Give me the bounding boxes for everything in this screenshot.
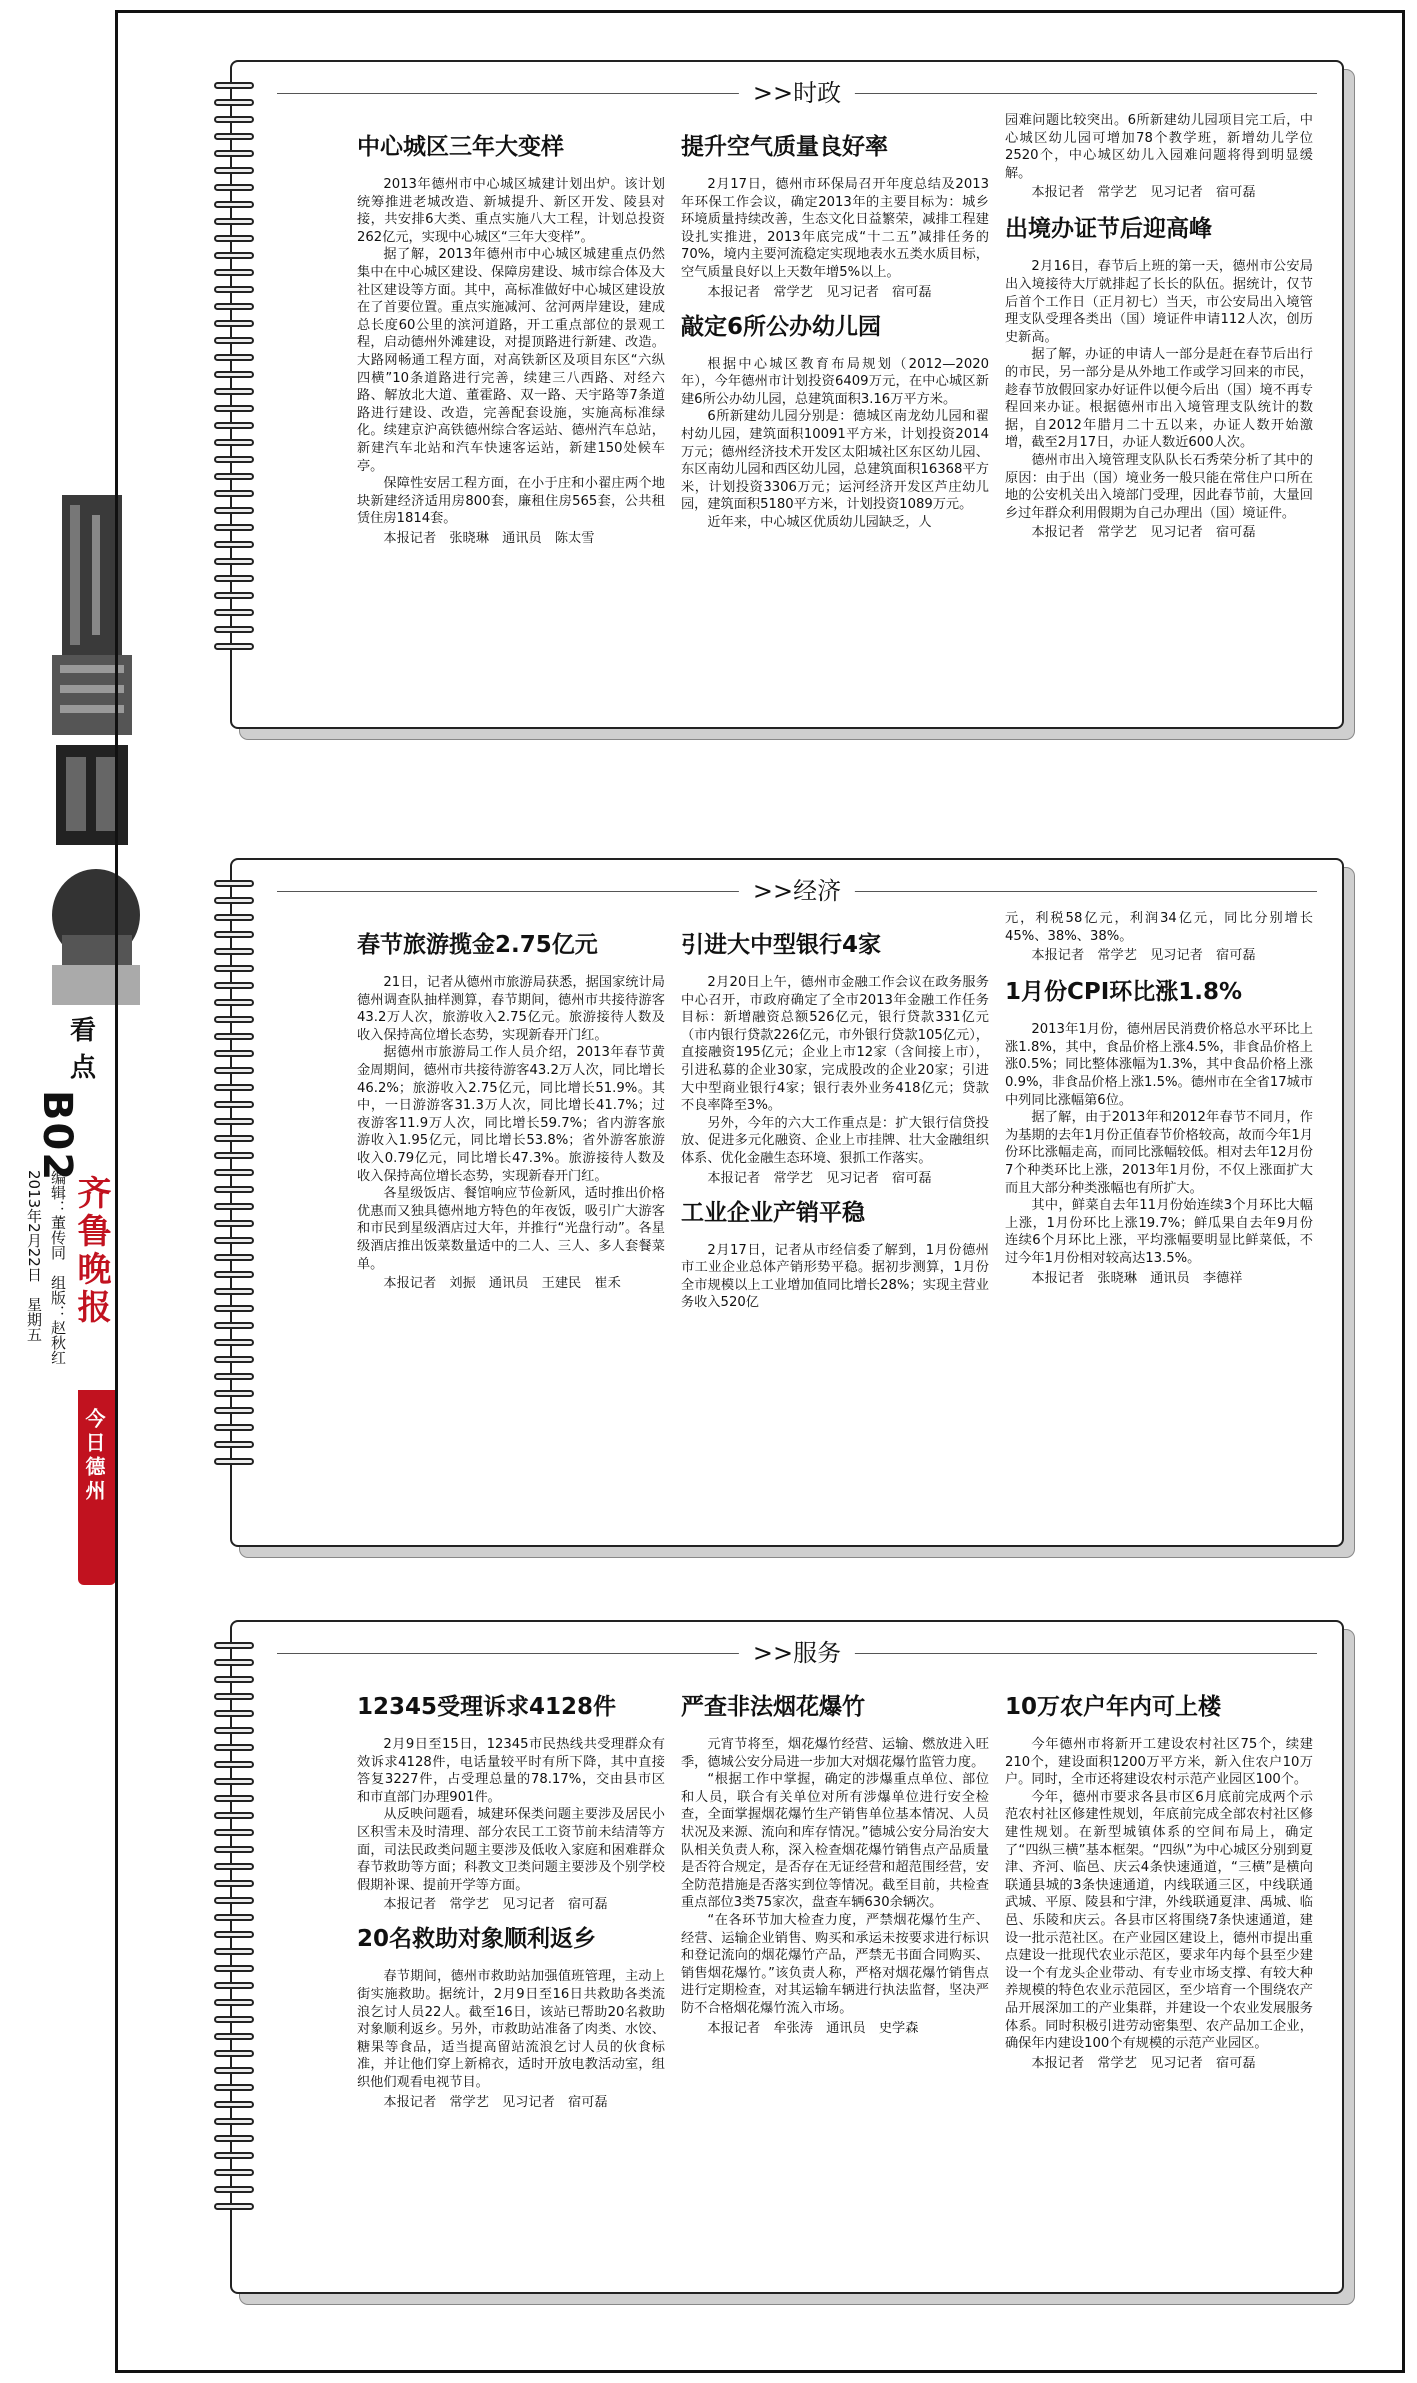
article-byline: 本报记者 常学艺 见习记者 宿可磊 [1031,525,1256,541]
article-title: 敲定6所公办幼儿园 [681,313,882,340]
article-title: 引进大中型银行4家 [681,932,882,958]
article-paragraph: 其中，鲜菜自去年11月份始连续3个月环比大幅上涨，1月份环比上涨19.7%；鲜瓜果自去年9月份连续6个月环比上涨，平均涨幅要明显比鲜菜低，不过今年1月份相对较高达13.5%。 [1005,1198,1313,1266]
article-paragraph: 今年德州市将新开工建设农村社区75个，续建210个，建设面积1200万平方米，新入住农户10万户。同时，全市还将建设农村示范产业园区100个。 [1005,1737,1313,1788]
column-label: 看点 [70,1016,99,1083]
section-panel-politics [230,60,1344,729]
article-paragraph: 各星级饭店、餐馆响应节俭新风，适时推出价格优惠而又独具德州地方特色的年夜饭，吸引广大游客和市民到星级酒店过大年，并推行“光盘行动”。各星级酒店推出饭菜数量适中的二人、三人、多人套餐菜单。 [357,1186,665,1272]
article-paragraph: 园难问题比较突出。6所新建幼儿园项目完工后，中心城区幼儿园可增加78个教学班，新增幼儿学位2520个，中心城区幼儿入园难问题将得到明显缓解。 [1005,113,1313,181]
article-title: 12345受理诉求4128件 [357,1694,617,1720]
article-byline: 本报记者 牟张涛 通讯员 史学森 [707,2020,919,2036]
article-paragraph: 2月17日，记者从市经信委了解到，1月份德州市工业企业总体产销形势平稳。据初步测算，1月份全市规模以上工业增加值同比增长28%；实现主营业务收入520亿 [681,1242,989,1311]
article-title: 工业企业产销平稳 [681,1199,865,1226]
section-header [277,878,1317,904]
article-title: 20名救助对象顺利返乡 [357,1926,597,1953]
article-paragraph: 另外，今年的六大工作重点是：扩大银行信贷投放、促进多元化融资、企业上市挂牌、壮大金融组织体系、优化金融生态环境、狠抓工作落实。 [681,1115,989,1166]
section-title: >>经济 [739,878,855,904]
article-paragraph: 2月20日上午，德州市金融工作会议在政务服务中心召开，市政府确定了全市2013年金融工作任务目标：新增融资总额526亿元，银行贷款331亿元（市内银行贷款226亿元，市外银行贷款105亿元），直接融资195亿元；企业上市12家（含间接上市），引进私募的企业30家，完成股改的企业20家；引进大中型商业银行4家；银行表外业务418亿元；贷款不良率降至3%。 [681,975,989,1114]
article-column [1005,113,1313,552]
edition-label: 今日德州 [82,1408,106,1504]
article-byline: 本报记者 刘振 通讯员 王建民 崔禾 [383,1276,621,1292]
article-title: 提升空气质量良好率 [681,134,888,160]
article-paragraph: 今年，德州市要求各县市区6月底前完成两个示范农村社区修建性规划，年底前完成全部农村社区修建性规划。在新型城镇体系的空间布局上，确定了“四纵三横”基本框架。“四纵”为中心城区分别到夏津、齐河、临邑、庆云4条快速通道，“三横”是横向联通县城的3条快速通道，内线联通三区，中线联通武城、平原、陵县和宁津，外线联通夏津、禹城、临邑、乐陵和庆云。各县市区将围绕7条快速通道，建设一批示范社区。在产业园区建设上，德州市提出重点建设一批现代农业示范区，要求年内每个县至少建设一个有龙头企业带动、有专业市场支撑、有较大种养规模的特色农业示范园区，至少培育一个围绕农产品开展深加工的产业集群，并建设一个农业发展服务体系。同时积极引进劳动密集型、农产品加工企业，确保年内建设100个有规模的示范产业园区。 [1005,1789,1313,2052]
article-title: 出境办证节后迎高峰 [1005,216,1212,243]
article-byline: 本报记者 张晓琳 通讯员 李德祥 [1031,1270,1243,1286]
article-paragraph: 元宵节将至，烟花爆竹经营、运输、燃放进入旺季，德城公安分局进一步加大对烟花爆竹监管力度。 [681,1737,989,1770]
article-paragraph: 据德州市旅游局工作人员介绍，2013年春节黄金周期间，德州市共接待游客43.2万人次，同比增长46.2%；旅游收入2.75亿元，同比增长51.9%。其中，一日游游客31.3万人次，同比增长41.7%；过夜游客11.9万人次，同比增长59.7%；省内游客旅游收入1.95亿元，同比增长53.8%；省外游客旅游收入0.79亿元，同比增长47.3%。旅游接待人数及收入保持高位增长态势，实现新春开门红。 [357,1045,665,1184]
article-paragraph: 根据中心城区教育布局规划（2012—2020年），今年德州市计划投资6409万元，在中心城区新建6所公办幼儿园，总建筑面积3.16万平方米。 [681,356,989,407]
article-paragraph: 近年来，中心城区优质幼儿园缺乏，人 [707,514,932,530]
article-byline: 本报记者 常学艺 见习记者 宿可磊 [383,1897,608,1913]
article-byline: 本报记者 张晓琳 通讯员 陈太雪 [383,530,595,546]
article-title: 春节旅游揽金2.75亿元 [357,932,598,958]
editor-credits: 编辑：董传同 组版：赵秋红 [49,1170,67,1365]
article-paragraph: 从反映问题看，城建环保类问题主要涉及居民小区积雪未及时清理、部分农民工工资节前未结清等方面，司法民政类问题主要涉及低收入家庭和困难群众春节救助等方面；科教文卫类问题主要涉及个别学校假期补课、提前开学等方面。 [357,1807,665,1893]
spiral-binding [214,1642,254,2220]
article-column [357,132,665,558]
article-paragraph: 据了解，办证的申请人一部分是赶在春节后出行的市民，另一部分是从外地工作或学习回来的市民，趁春节放假回家办好证件以便今后出（国）境不再专程回来办证。根据德州市出入境管理支队统计的数据，自2012年腊月二十五以来，办证人数开始激增，截至2月17日，办证人数近600人次。 [1005,347,1313,451]
spiral-binding [214,82,254,660]
article-title: 中心城区三年大变样 [357,134,564,160]
article-paragraph: 德州市出入境管理支队队长石秀荣分析了其中的原因：由于出（国）境业务一般只能在常住户口所在地的公安机关出入境部门受理，因此春节前，大量回乡过年群众利用假期为自己办理出（国）境证件。 [1005,452,1313,521]
article-column [1005,1692,1313,2083]
article-paragraph: 保障性安居工程方面，在小于庄和小翟庄两个地块新建经济适用房800套，廉租住房565套，公共租赁住房1814套。 [357,476,665,527]
article-paragraph: 2月9日至15日，12345市民热线共受理群众有效诉求4128件，电话量较平时有所下降，其中直接答复3227件，占受理总量的78.17%，交由县市区和市直部门办理901件。 [357,1737,665,1805]
article-column [1005,911,1313,1298]
article-byline: 本报记者 常学艺 见习记者 宿可磊 [1031,948,1256,964]
article-byline: 本报记者 常学艺 见习记者 宿可磊 [707,284,932,300]
article-byline: 本报记者 常学艺 见习记者 宿可磊 [707,1170,932,1186]
article-paragraph: 元，利税58亿元，利润34亿元，同比分别增长45%、38%、38%。 [1005,911,1313,944]
article-column [681,132,989,532]
section-header [277,80,1317,106]
article-paragraph: 据了解，由于2013年和2012年春节不同月，作为基期的去年1月份正值春节价格较高，故而今年1月份环比涨幅走高，而同比涨幅较低。相对去年12月份7个种类环比上涨，2013年1月份，不仅上涨面扩大而且大部分种类涨幅也有所扩大。 [1005,1110,1313,1196]
section-panel-services [230,1620,1344,2294]
article-byline: 本报记者 常学艺 见习记者 宿可磊 [1031,2055,1256,2071]
article-paragraph: “在各环节加大检查力度，严禁烟花爆竹生产、经营、运输企业销售、购买和承运未按要求进行标识和登记流向的烟花爆竹产品，严禁无书面合同购买、销售烟花爆竹。”该负责人称，严格对烟花爆竹销售点进行定期检查，对其运输车辆进行执法监督，坚决严防不合格烟花爆竹流入市场。 [681,1912,989,2016]
spiral-binding [214,880,254,1475]
article-paragraph: 2013年德州市中心城区城建计划出炉。该计划统筹推进老城改造、新城提升、新区开发、陵县对接，共安排6大类、重点实施八大工程，计划总投资262亿元，实现中心城区“三年大变样”。 [357,177,665,245]
article-paragraph: 2月17日，德州市环保局召开年度总结及2013年环保工作会议，确定2013年的主要目标为：城乡环境质量持续改善，生态文化日益繁荣，减排工程建设扎实推进，2013年底完成“十二五”减排任务的70%，境内主要河流稳定实现地表水五类水质目标，空气质量良好以上天数年增5%以上。 [681,177,989,280]
article-column [357,930,665,1303]
article-paragraph: 2月16日，春节后上班的第一天，德州市公安局出入境接待大厅就排起了长长的队伍。据统计，仅节后首个工作日（正月初七）当天，市公安局出入境管理支队受理各类出（国）境证件申请112人次，创历史新高。 [1005,259,1313,345]
section-panel-economy [230,858,1344,1547]
article-column [681,1692,989,2048]
article-byline: 本报记者 常学艺 见习记者 宿可磊 [383,2094,608,2110]
article-column [357,1692,665,2122]
article-title: 1月份CPI环比涨1.8% [1005,979,1243,1006]
article-title: 严查非法烟花爆竹 [681,1694,865,1720]
left-sidebar [0,0,115,2383]
article-paragraph: 6所新建幼儿园分别是：德城区南龙幼儿园和翟村幼儿园，建筑面积10091平方米，计划投资2014万元；德州经济技术开发区太阳城社区东区幼儿园、东区南幼儿园和西区幼儿园，总建筑面积16368平方米，计划投资3306万元；运河经济开发区芦庄幼儿园，建筑面积5180平方米，计划投资1089万元。 [681,409,989,513]
section-header [277,1640,1317,1666]
newspaper-name: 齐鲁晚报 [71,1175,111,1327]
article-paragraph: 21日，记者从德州市旅游局获悉，据国家统计局德州调查队抽样测算，春节期间，德州市共接待游客43.2万人次，旅游收入2.75亿元。旅游接待人数及收入保持高位增长态势，实现新春开门红。 [357,975,665,1043]
section-title: >>服务 [739,1640,855,1666]
article-column [681,930,989,1312]
article-paragraph: “根据工作中掌握，确定的涉爆重点单位、部位和人员，联合有关单位对所有涉爆单位进行安全检查，全面掌握烟花爆竹生产销售单位基本情况、人员状况及来源、流向和库存情况。”德城公安分局治安大队相关负责人称，深入检查烟花爆竹销售点产品质量是否符合规定，是否存在无证经营和超范围经营，安全防范措施是否落实到位等情况。截至目前，共检查重点部位3类75家次，盘查车辆630余辆次。 [681,1772,989,1911]
article-title: 10万农户年内可上楼 [1005,1694,1222,1720]
edition-tab [78,1390,116,1585]
article-paragraph: 2013年1月份，德州居民消费价格总水平环比上涨1.8%，其中，食品价格上涨4.5%，非食品价格上涨0.5%；同比整体涨幅为1.3%，其中食品价格上涨0.9%，非食品价格上涨1.5%。德州市在全省17城市中列同比涨幅第6位。 [1005,1022,1313,1108]
issue-date: 2013年2月22日 星期五 [25,1170,43,1342]
article-paragraph: 春节期间，德州市救助站加强值班管理，主动上街实施救助。据统计，2月9日至16日共救助各类流浪乞讨人员22人。截至16日，该站已帮助20名救助对象顺利返乡。另外，市救助站准备了肉类、水饺、糖果等食品，适当提高留站流浪乞讨人员的伙食标准，并让他们穿上新棉衣，适时开放电教活动室，组织他们观看电视节目。 [357,1969,665,2090]
article-paragraph: 据了解，2013年德州市中心城区城建重点仍然集中在中心城区建设、保障房建设、城市综合体及大社区建设等方面。其中，高标准做好中心城区建设放在了首要位置。重点实施减河、岔河两岸建设，建成总长度60公里的滨河道路，开工重点部位的景观工程，启动德州外滩建设，对提顶路进行新建、改造。大路网畅通工程方面，对高铁新区及项目东区“六纵四横”10条道路进行完善，续建三八西路、对经六路、解放北大道、董霍路、双一路、天宇路等7条道路进行建设、改造，完善配套设施，实施高标准绿化。续建京沪高铁德州综合客运站、德州汽车总站，新建汽车北站和汽车快速客运站，新建150处候车亭。 [357,247,665,474]
page-number: B02 [34,1090,80,1183]
article-byline: 本报记者 常学艺 见习记者 宿可磊 [1031,185,1256,201]
section-title: >>时政 [739,80,855,106]
